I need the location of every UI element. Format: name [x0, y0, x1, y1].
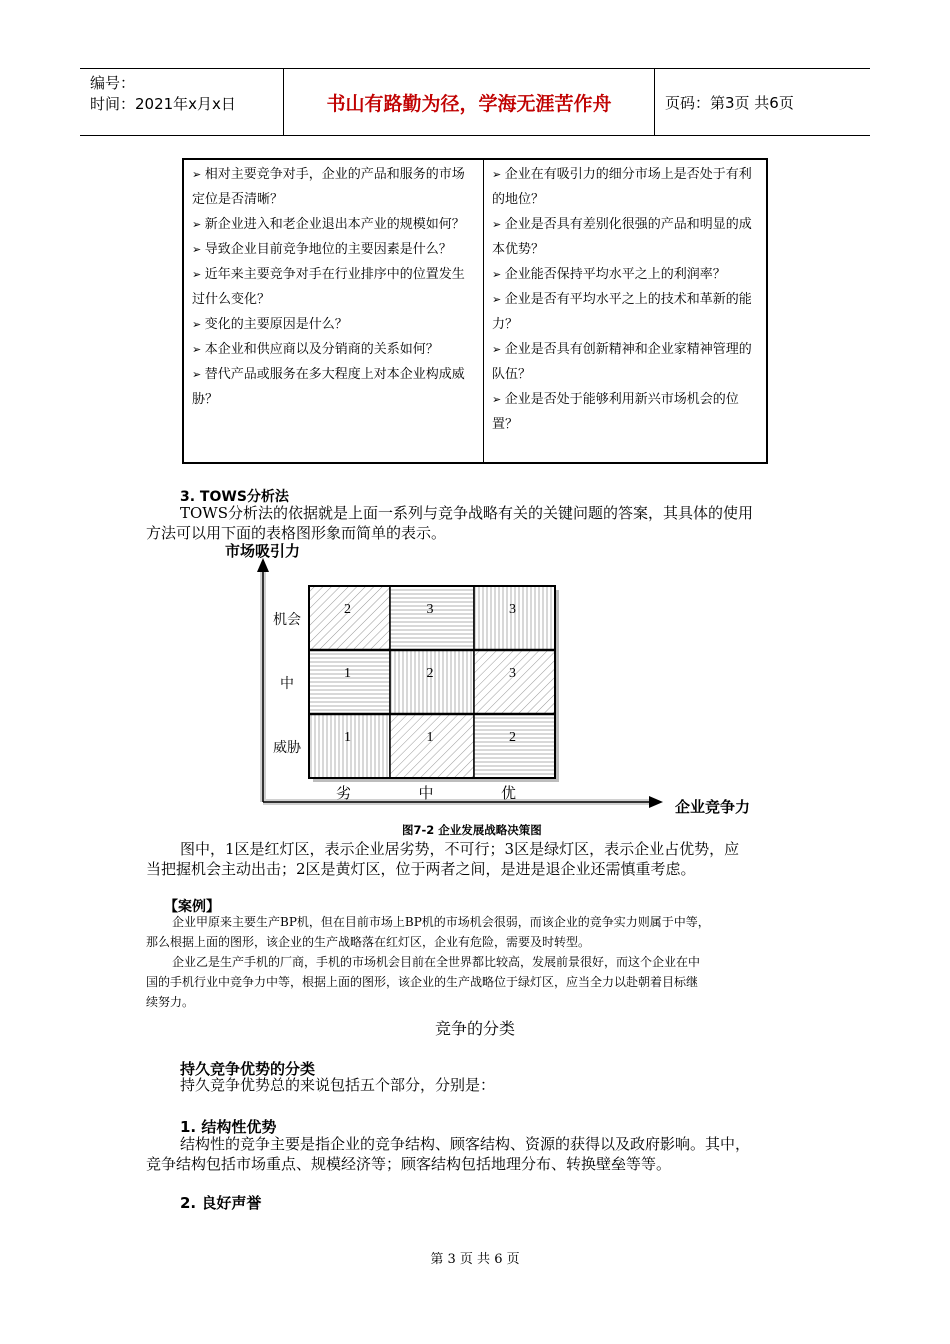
- section-title: 竞争的分类: [434, 1019, 515, 1038]
- question-item: ➢ 近年来主要竞争对手在行业排序中的位置发生过什么变化？: [192, 262, 475, 312]
- decision-chart-svg: [225, 540, 751, 820]
- case-p1-line2: 那么根据上面的图形，该企业的生产战略落在红灯区，企业有危险，需要及时转型。: [146, 935, 591, 949]
- column-label: 劣: [335, 784, 352, 802]
- question-item: ➢ 企业是否具有差别化很强的产品和明显的成本优势？: [492, 212, 758, 262]
- x-axis-arrow: [649, 796, 663, 808]
- header-left: [80, 69, 283, 135]
- motto: 书山有路勤为径，学海无涯苦作舟: [283, 69, 655, 135]
- case-heading: 【案例】: [164, 899, 220, 915]
- column-label: 优: [500, 784, 517, 802]
- item1-line2: 竞争结构包括市场重点、规模经济等；顾客结构包括地理分布、转换壁垒等等。: [146, 1155, 672, 1173]
- question-item: ➢ 替代产品或服务在多大程度上对本企业构成威胁？: [192, 362, 475, 412]
- grid-cell: [474, 714, 555, 778]
- y-axis-arrow: [257, 558, 269, 572]
- tows-para-line2: 方法可以用下面的表格图形象而简单的表示。: [146, 524, 447, 542]
- question-item: ➢ 本企业和供应商以及分销商的关系如何？: [192, 337, 475, 362]
- page-header: [80, 68, 870, 136]
- case-p1-line1: 企业甲原来主要生产BP机，但在目前市场上BP机的市场机会很弱，而该企业的竞争实力则属于中等，: [172, 915, 710, 929]
- question-item: ➢ 新企业进入和老企业退出本产业的规模如何？: [192, 212, 475, 237]
- question-column-right: [484, 160, 766, 462]
- grid-cell: [309, 650, 390, 714]
- cell-value: 1: [344, 666, 351, 681]
- cell-value: 1: [344, 730, 351, 745]
- question-item: ➢ 企业是否有平均水平之上的技术和革新的能力？: [492, 287, 758, 337]
- y-axis-label: 市场吸引力: [225, 542, 301, 560]
- question-item: ➢ 相对主要竞争对手，企业的产品和服务的市场定位是否清晰？: [192, 162, 475, 212]
- tows-title: 3. TOWS分析法: [180, 489, 289, 505]
- cell-value: 3: [509, 666, 516, 681]
- row-label: 威胁: [273, 740, 301, 756]
- cell-value: 1: [426, 730, 434, 745]
- cell-value: 3: [426, 602, 434, 617]
- column-label: 中: [418, 784, 434, 802]
- cell-value: 3: [509, 602, 516, 617]
- cell-value: 2: [344, 602, 351, 617]
- time-label: 时间：2021年x月x日: [90, 95, 236, 113]
- item2-title: 2. 良好声誉: [180, 1194, 262, 1212]
- row-label: 中: [280, 676, 294, 692]
- page-footer: 第 3 页 共 6 页: [430, 1252, 520, 1267]
- grid-cell: [474, 586, 555, 650]
- classification-intro: 持久竞争优势总的来说包括五个部分，分别是：: [180, 1076, 496, 1094]
- grid-cell: [309, 586, 390, 650]
- explanation-line1: 图中，1区是红灯区，表示企业居劣势，不可行；3区是绿灯区，表示企业占优势，应: [180, 840, 740, 858]
- item1-title: 1. 结构性优势: [180, 1118, 277, 1136]
- page-info: 页码：第3页 共6页: [665, 93, 794, 112]
- case-p2-line2: 国的手机行业中竞争力中等，根据上面的图形，该企业的生产战略位于绿灯区，应当全力以赴朝着目标继: [146, 975, 699, 989]
- case-p2-line3: 续努力。: [146, 995, 195, 1009]
- question-column-left: [184, 160, 484, 462]
- case-p2-line1: 企业乙是生产手机的厂商，手机的市场机会目前在全世界都比较高，发展前景很好，而这个企业在中: [172, 955, 701, 969]
- grid-cell: [390, 714, 474, 778]
- grid-cell: [390, 650, 474, 714]
- tows-para-line1: TOWS分析法的依据就是上面一系列与竞争战略有关的关键问题的答案，其具体的使用: [180, 504, 753, 522]
- grid-cell: [474, 650, 555, 714]
- explanation-line2: 当把握机会主动出击；2区是黄灯区，位于两者之间，是进是退企业还需慎重考虑。: [146, 860, 696, 878]
- subsection-title: 持久竞争优势的分类: [180, 1060, 316, 1078]
- row-label: 机会: [273, 612, 301, 628]
- item1-line1: 结构性的竞争主要是指企业的竞争结构、顾客结构、资源的获得以及政府影响。其中，: [180, 1135, 751, 1153]
- grid-cell: [390, 586, 474, 650]
- question-item: ➢ 企业是否具有创新精神和企业家精神管理的队伍？: [492, 337, 758, 387]
- cell-value: 2: [509, 730, 516, 745]
- chart-caption: 图7-2 企业发展战略决策图: [402, 823, 542, 837]
- number-label: 编号：: [90, 74, 136, 92]
- x-axis-label: 企业竞争力: [675, 798, 751, 816]
- cell-value: 2: [426, 666, 434, 681]
- question-table: [182, 158, 768, 464]
- question-item: ➢ 企业能否保持平均水平之上的利润率？: [492, 262, 758, 287]
- grid-cell: [309, 714, 390, 778]
- question-item: ➢ 变化的主要原因是什么？: [192, 312, 475, 337]
- question-item: ➢ 企业在有吸引力的细分市场上是否处于有利的地位？: [492, 162, 758, 212]
- decision-chart: [225, 540, 751, 820]
- question-item: ➢ 企业是否处于能够利用新兴市场机会的位置？: [492, 387, 758, 437]
- question-item: ➢ 导致企业目前竞争地位的主要因素是什么？: [192, 237, 475, 262]
